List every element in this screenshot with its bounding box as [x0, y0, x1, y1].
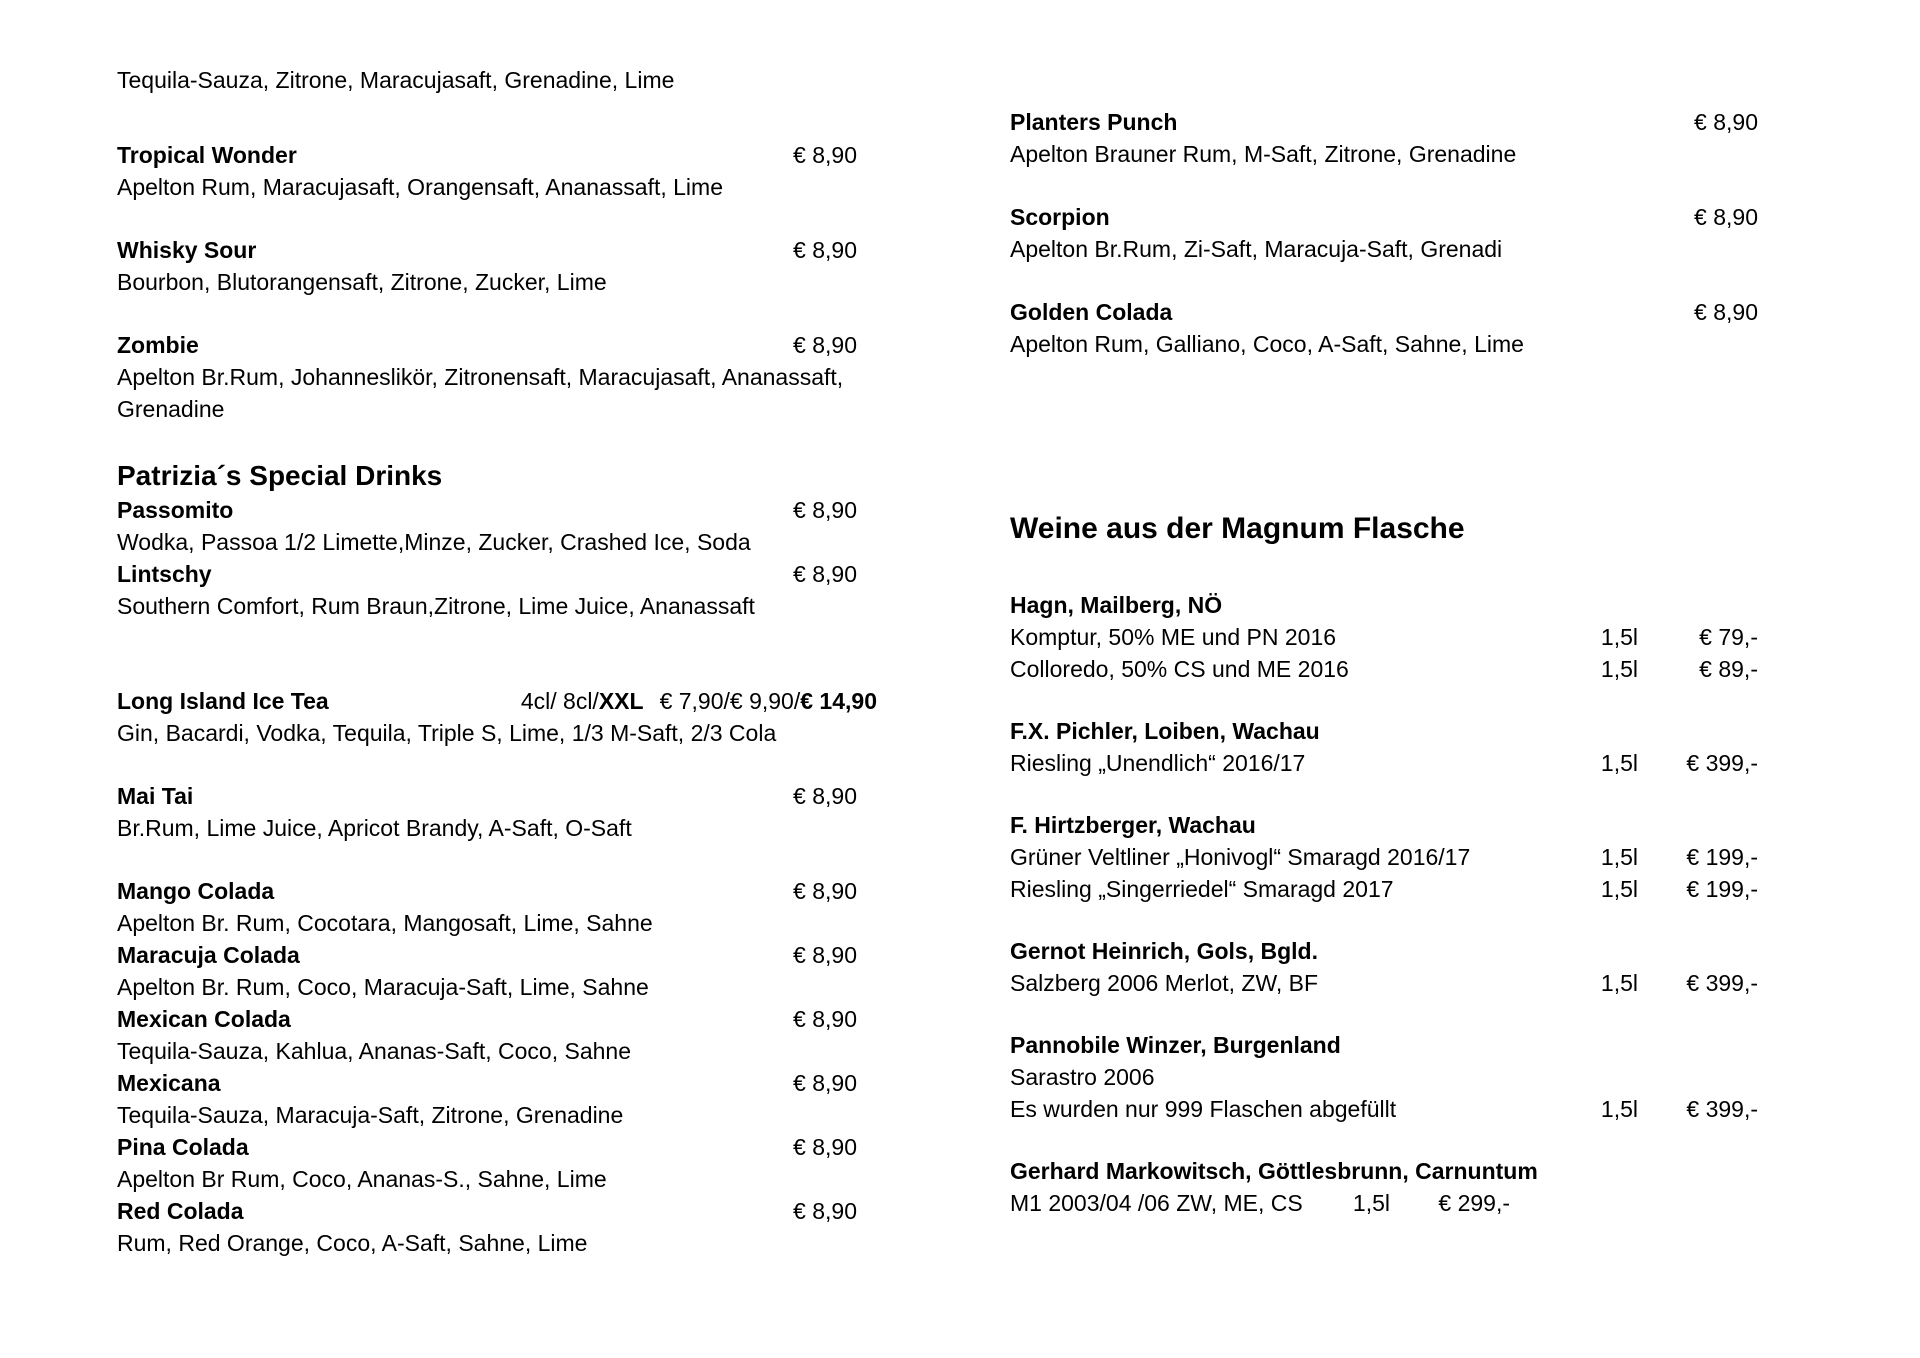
- item-price: € 8,90: [793, 237, 857, 263]
- item-name: Passomito: [117, 497, 234, 523]
- menu-item-row: [117, 329, 877, 361]
- item-name: Mexican Colada: [117, 1006, 291, 1032]
- wine-label: Colloredo, 50% CS und ME 2016: [1010, 656, 1349, 682]
- wine-row: [1010, 873, 1758, 905]
- item-ingredients: Apelton Br.Rum, Johanneslikör, Zitronensaft, Maracujasaft, Ananassaft, Grenadine: [117, 364, 844, 422]
- item-price: € 8,90: [793, 942, 857, 968]
- menu-item: [1010, 296, 1758, 360]
- item-price-xxl: € 14,90: [800, 688, 877, 714]
- winery-name: Gernot Heinrich, Gols, Bgld.: [1010, 938, 1318, 964]
- item-name: Mango Colada: [117, 878, 275, 904]
- winery-name: Pannobile Winzer, Burgenland: [1010, 1032, 1341, 1058]
- magnum-wines-heading: Weine aus der Magnum Flasche: [1010, 512, 1465, 545]
- menu-item: [117, 558, 877, 622]
- item-price: € 8,90: [793, 561, 857, 587]
- item-ingredients: Apelton Br. Rum, Cocotara, Mangosaft, Lime, Sahne: [117, 910, 653, 936]
- item-ingredients: Apelton Rum, Galliano, Coco, A-Saft, Sahne, Lime: [1010, 331, 1524, 357]
- winery-name: Hagn, Mailberg, NÖ: [1010, 592, 1223, 618]
- menu-item: [117, 329, 877, 425]
- item-name: Mexicana: [117, 1070, 221, 1096]
- menu-item-row: [117, 1003, 877, 1035]
- item-price: € 8,90: [793, 783, 857, 809]
- item-price: € 8,90: [793, 497, 857, 523]
- special-drinks-heading: Patrizia´s Special Drinks: [117, 460, 443, 491]
- wine-bottle-size: 1,5l: [1600, 624, 1638, 650]
- wine-price: € 399,-: [1686, 970, 1758, 996]
- winery-group: [1010, 1029, 1758, 1125]
- wine-row: [1010, 621, 1758, 653]
- item-ingredients: Tequila-Sauza, Kahlua, Ananas-Saft, Coco, Sahne: [117, 1038, 632, 1064]
- menu-item: [117, 1131, 877, 1195]
- item-name: Planters Punch: [1010, 109, 1178, 135]
- item-ingredients: Rum, Red Orange, Coco, A-Saft, Sahne, Lime: [117, 1230, 588, 1256]
- item-price: € 8,90: [793, 142, 857, 168]
- item-price: € 8,90: [793, 1198, 857, 1224]
- wine-label: Salzberg 2006 Merlot, ZW, BF: [1010, 970, 1319, 996]
- item-price: € 8,90: [1694, 109, 1758, 135]
- item-ingredients: Br.Rum, Lime Juice, Apricot Brandy, A-Saft, O-Saft: [117, 815, 632, 841]
- menu-item: [1010, 106, 1758, 170]
- wine-price: € 89,-: [1699, 656, 1758, 682]
- item-sizes-prices: [521, 685, 877, 717]
- menu-item-row: [117, 1131, 877, 1163]
- wine-label: M1 2003/04 /06 ZW, ME, CS: [1010, 1190, 1303, 1216]
- wine-row: [1010, 841, 1758, 873]
- item-price: € 8,90: [793, 1134, 857, 1160]
- menu-item-row: [117, 780, 877, 812]
- winery-group: [1010, 715, 1758, 779]
- item-sizes: 4cl/ 8cl/: [520, 688, 599, 714]
- wine-row: [1010, 1093, 1758, 1125]
- item-ingredients: Apelton Br Rum, Coco, Ananas-S., Sahne, Lime: [117, 1166, 607, 1192]
- item-price: € 8,90: [793, 1006, 857, 1032]
- winery-name: F. Hirtzberger, Wachau: [1010, 812, 1256, 838]
- wine-price: € 199,-: [1686, 876, 1758, 902]
- left-column: [117, 64, 877, 1259]
- wine-bottle-size: 1,5l: [1600, 844, 1638, 870]
- wine-bottle-size: 1,5l: [1600, 1096, 1638, 1122]
- item-name: Tropical Wonder: [117, 142, 297, 168]
- item-ingredients: Apelton Br. Rum, Coco, Maracuja-Saft, Lime, Sahne: [117, 974, 649, 1000]
- item-price: € 8,90: [793, 878, 857, 904]
- item-ingredients: Wodka, Passoa 1/2 Limette,Minze, Zucker, Crashed Ice, Soda: [117, 529, 751, 555]
- wine-label: Grüner Veltliner „Honivogl“ Smaragd 2016/17: [1010, 844, 1471, 870]
- item-ingredients-continuation: Tequila-Sauza, Zitrone, Maracujasaft, Grenadine, Lime: [117, 67, 675, 93]
- item-name: Maracuja Colada: [117, 942, 300, 968]
- winery-group: [1010, 589, 1758, 685]
- item-ingredients: Apelton Brauner Rum, M-Saft, Zitrone, Grenadine: [1010, 141, 1517, 167]
- item-ingredients: Southern Comfort, Rum Braun,Zitrone, Lime Juice, Ananassaft: [117, 593, 755, 619]
- item-name: Lintschy: [117, 561, 212, 587]
- item-price: € 8,90: [793, 1070, 857, 1096]
- wine-bottle-size: 1,5l: [1600, 750, 1638, 776]
- wine-note: Sarastro 2006: [1010, 1064, 1155, 1090]
- wine-price: € 399,-: [1686, 750, 1758, 776]
- item-name: Mai Tai: [117, 783, 194, 809]
- item-prices: € 7,90/€ 9,90/: [659, 688, 801, 714]
- item-price: € 8,90: [1694, 204, 1758, 230]
- wine-row: [1010, 967, 1758, 999]
- menu-item: [117, 1067, 877, 1131]
- item-ingredients: Apelton Br.Rum, Zi-Saft, Maracuja-Saft, Grenadi: [1010, 236, 1503, 262]
- menu-item-row: [117, 494, 877, 526]
- item-name: Scorpion: [1010, 204, 1110, 230]
- wine-price: € 399,-: [1686, 1096, 1758, 1122]
- menu-item-row: [117, 234, 877, 266]
- wine-label: Riesling „Unendlich“ 2016/17: [1010, 750, 1306, 776]
- menu-item-row: [117, 1067, 877, 1099]
- wine-label: Komptur, 50% ME und PN 2016: [1010, 624, 1337, 650]
- wine-price: € 299,-: [1438, 1190, 1510, 1216]
- wine-bottle-size: 1,5l: [1600, 970, 1638, 996]
- item-name: Whisky Sour: [117, 237, 257, 263]
- winery-group: [1010, 935, 1758, 999]
- wine-row: [1010, 747, 1758, 779]
- menu-item-row: [1010, 296, 1758, 328]
- wine-bottle-size: 1,5l: [1600, 876, 1638, 902]
- winery-name: F.X. Pichler, Loiben, Wachau: [1010, 718, 1320, 744]
- right-column: [1010, 106, 1758, 1249]
- item-name: Zombie: [117, 332, 199, 358]
- wine-row: [1010, 1187, 1758, 1219]
- item-ingredients: Apelton Rum, Maracujasaft, Orangensaft, Ananassaft, Lime: [117, 174, 723, 200]
- wine-bottle-size: 1,5l: [1600, 656, 1638, 682]
- item-name: Long Island Ice Tea: [117, 688, 329, 714]
- wine-bottle-size: 1,5l: [1352, 1190, 1390, 1216]
- menu-item-row: [117, 139, 877, 171]
- menu-item-row: [117, 685, 877, 717]
- menu-item: [117, 234, 877, 298]
- item-size-xxl: XXL: [598, 688, 644, 714]
- winery-group: [1010, 1155, 1758, 1219]
- menu-item-row: [1010, 106, 1758, 138]
- winery-group: [1010, 809, 1758, 905]
- menu-item: [1010, 201, 1758, 265]
- item-name: Red Colada: [117, 1198, 244, 1224]
- menu-item: [117, 1195, 877, 1259]
- item-name: Golden Colada: [1010, 299, 1173, 325]
- wine-label: Riesling „Singerriedel“ Smaragd 2017: [1010, 876, 1394, 902]
- item-ingredients: Bourbon, Blutorangensaft, Zitrone, Zucker, Lime: [117, 269, 607, 295]
- item-ingredients: Gin, Bacardi, Vodka, Tequila, Triple S, Lime, 1/3 M-Saft, 2/3 Cola: [117, 720, 777, 746]
- item-ingredients: Tequila-Sauza, Maracuja-Saft, Zitrone, Grenadine: [117, 1102, 624, 1128]
- item-price: € 8,90: [793, 332, 857, 358]
- menu-item: [117, 1003, 877, 1067]
- menu-item: [117, 780, 877, 844]
- winery-name: Gerhard Markowitsch, Göttlesbrunn, Carnuntum: [1010, 1158, 1538, 1184]
- menu-item: [117, 494, 877, 558]
- menu-item-row: [117, 1195, 877, 1227]
- item-name: Pina Colada: [117, 1134, 249, 1160]
- wine-price: € 79,-: [1699, 624, 1758, 650]
- menu-item-row: [117, 558, 877, 590]
- item-price: € 8,90: [1694, 299, 1758, 325]
- wine-row: [1010, 653, 1758, 685]
- menu-item-row: [117, 939, 877, 971]
- menu-item-row: [117, 875, 877, 907]
- menu-item: [117, 875, 877, 939]
- menu-item-long-island: [117, 685, 877, 749]
- wine-label: Es wurden nur 999 Flaschen abgefüllt: [1010, 1096, 1397, 1122]
- menu-item: [117, 939, 877, 1003]
- menu-item: [117, 139, 877, 203]
- menu-item-row: [1010, 201, 1758, 233]
- wine-price: € 199,-: [1686, 844, 1758, 870]
